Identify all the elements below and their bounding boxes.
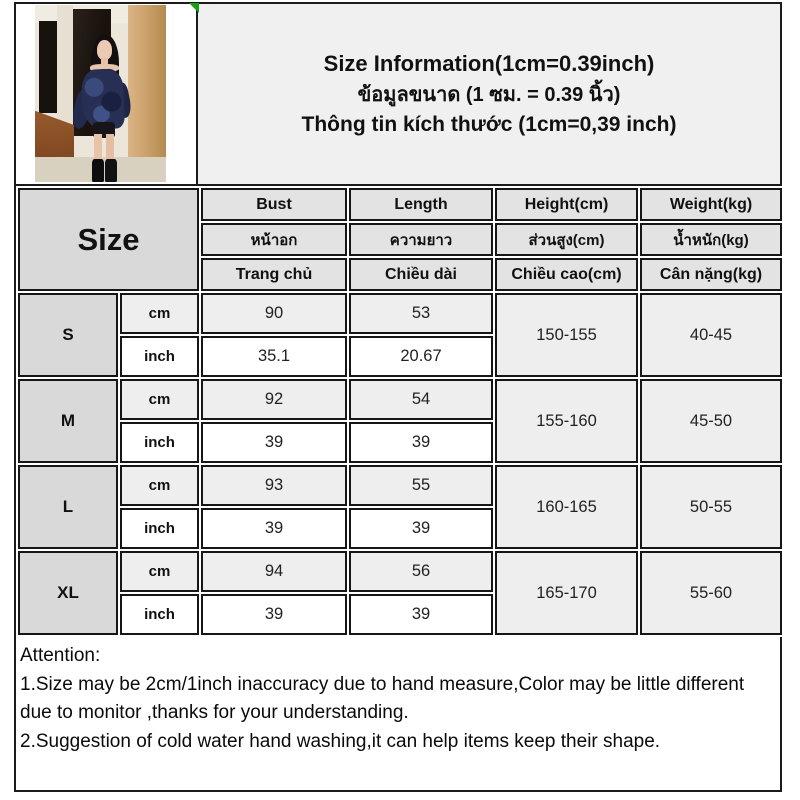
header-weight-th: น้ำหนัก(kg) bbox=[640, 223, 782, 256]
unit-label-cm: cm bbox=[120, 551, 199, 592]
height-range-cell: 150-155 bbox=[495, 293, 638, 377]
value-cell: 20.67 bbox=[349, 336, 493, 377]
height-range-cell: 160-165 bbox=[495, 465, 638, 549]
unit-label-inch: inch bbox=[120, 422, 199, 463]
title-vietnamese: Thông tin kích thước (1cm=0,39 inch) bbox=[301, 112, 677, 136]
value-cell: 39 bbox=[349, 422, 493, 463]
header-height-th: ส่วนสูง(cm) bbox=[495, 223, 638, 256]
attention-item-1: 1.Size may be 2cm/1inch inaccuracy due to hand measure,Color may be little different due to monitor ,thanks for your understanding. bbox=[20, 673, 745, 723]
size-table bbox=[16, 186, 784, 637]
title-english: Size Information(1cm=0.39inch) bbox=[323, 51, 655, 77]
header-length-vi: Chiều dài bbox=[349, 258, 493, 291]
attention-section bbox=[16, 637, 780, 790]
height-range-cell: 165-170 bbox=[495, 551, 638, 635]
height-range-cell: 155-160 bbox=[495, 379, 638, 463]
photo-tan-column bbox=[128, 5, 166, 175]
product-photo-cell bbox=[16, 4, 198, 184]
value-cell: 39 bbox=[201, 508, 347, 549]
value-cell: 53 bbox=[349, 293, 493, 334]
value-cell: 93 bbox=[201, 465, 347, 506]
value-cell: 35.1 bbox=[201, 336, 347, 377]
value-cell: 39 bbox=[349, 508, 493, 549]
value-cell: 55 bbox=[349, 465, 493, 506]
header-bust-en: Bust bbox=[201, 188, 347, 221]
value-cell: 39 bbox=[201, 594, 347, 635]
size-chart-card bbox=[14, 2, 782, 792]
photo-model-boot-left bbox=[92, 159, 104, 182]
header-section bbox=[16, 4, 780, 186]
weight-range-cell: 40-45 bbox=[640, 293, 782, 377]
value-cell: 39 bbox=[201, 422, 347, 463]
attention-item-2: 2.Suggestion of cold water hand washing,it can help items keep their shape. bbox=[20, 730, 661, 752]
value-cell: 56 bbox=[349, 551, 493, 592]
weight-range-cell: 50-55 bbox=[640, 465, 782, 549]
header-weight-vi: Cân nặng(kg) bbox=[640, 258, 782, 291]
size-label-s: S bbox=[18, 293, 118, 377]
unit-label-cm: cm bbox=[120, 465, 199, 506]
size-label-l: L bbox=[18, 465, 118, 549]
title-thai: ข้อมูลขนาด (1 ซม. = 0.39 นิ้ว) bbox=[357, 83, 621, 106]
header-bust-vi: Trang chủ bbox=[201, 258, 347, 291]
green-corner-marker-icon bbox=[189, 3, 199, 13]
photo-left-doorway bbox=[39, 21, 57, 113]
value-cell: 39 bbox=[349, 594, 493, 635]
header-weight-en: Weight(kg) bbox=[640, 188, 782, 221]
unit-label-cm: cm bbox=[120, 379, 199, 420]
photo-model-face bbox=[97, 40, 111, 59]
product-photo bbox=[35, 5, 166, 182]
title-block bbox=[198, 4, 780, 184]
attention-heading: Attention: bbox=[20, 645, 101, 666]
photo-model-dress bbox=[81, 68, 125, 130]
unit-label-cm: cm bbox=[120, 293, 199, 334]
header-height-en: Height(cm) bbox=[495, 188, 638, 221]
weight-range-cell: 55-60 bbox=[640, 551, 782, 635]
value-cell: 92 bbox=[201, 379, 347, 420]
header-height-vi: Chiều cao(cm) bbox=[495, 258, 638, 291]
value-cell: 94 bbox=[201, 551, 347, 592]
unit-label-inch: inch bbox=[120, 336, 199, 377]
photo-wall bbox=[57, 5, 73, 129]
header-bust-th: หน้าอก bbox=[201, 223, 347, 256]
size-corner-label: Size bbox=[18, 188, 199, 291]
weight-range-cell: 45-50 bbox=[640, 379, 782, 463]
size-label-xl: XL bbox=[18, 551, 118, 635]
size-label-m: M bbox=[18, 379, 118, 463]
unit-label-inch: inch bbox=[120, 594, 199, 635]
value-cell: 90 bbox=[201, 293, 347, 334]
header-length-en: Length bbox=[349, 188, 493, 221]
header-length-th: ความยาว bbox=[349, 223, 493, 256]
value-cell: 54 bbox=[349, 379, 493, 420]
unit-label-inch: inch bbox=[120, 508, 199, 549]
photo-model-boot-right bbox=[105, 159, 117, 182]
